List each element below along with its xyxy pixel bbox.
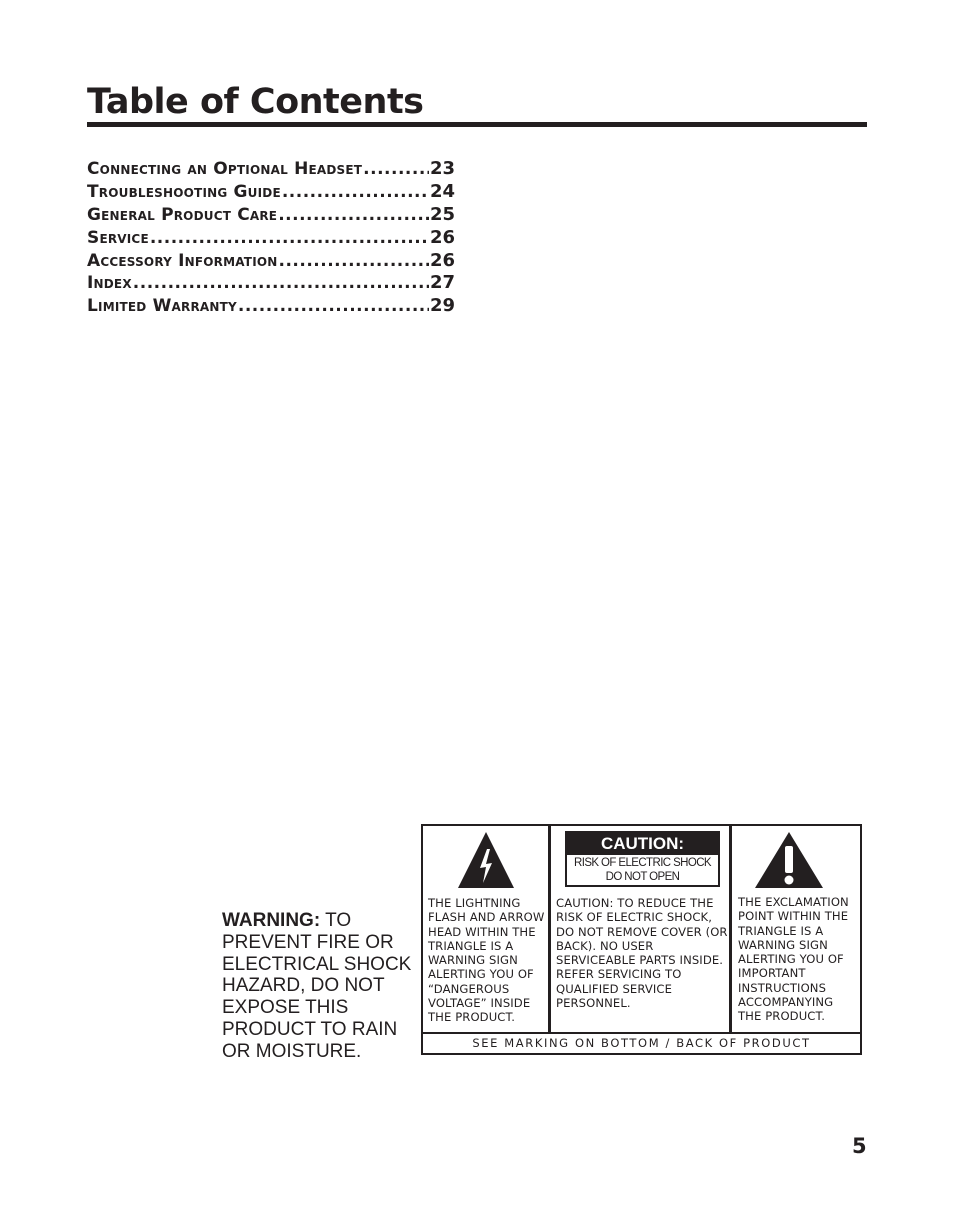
warning-notice [222, 910, 414, 1063]
page-title: Table of Contents [87, 82, 424, 122]
toc-leader-dots [238, 295, 429, 318]
toc-entry-label: Service [87, 227, 149, 248]
toc-leader-dots [278, 204, 429, 227]
toc-entry-index[interactable] [87, 272, 455, 295]
toc-entry-headset[interactable] [87, 158, 455, 181]
toc-entry-page: 24 [429, 180, 455, 202]
caution-label-box [421, 824, 862, 1055]
toc-leader-dots [150, 227, 429, 250]
toc-leader-dots [133, 272, 429, 295]
lightning-explanation: THE LIGHTNING FLASH AND ARROW HEAD WITHIN THE TRIANGLE IS A WARNING SIGN ALERTING YOU OF “DANGEROUS VOLTAGE” INSIDE THE PRODUCT. [428, 896, 545, 1025]
caution-left-panel [423, 826, 551, 1032]
title-rule [87, 122, 867, 127]
toc-entry-page: 26 [429, 226, 455, 248]
warning-text: TO PREVENT FIRE OR ELECTRICAL SHOCK HAZARD, DO NOT EXPOSE THIS PRODUCT TO RAIN OR MOISTURE. [222, 910, 412, 1062]
toc-leader-dots [363, 158, 429, 181]
caution-sub-line-2: DO NOT OPEN [605, 871, 680, 883]
table-of-contents [87, 158, 455, 318]
caution-sub-line-1: RISK OF ELECTRIC SHOCK [574, 857, 711, 869]
toc-entry-troubleshooting[interactable] [87, 181, 455, 204]
toc-entry-warranty[interactable] [87, 295, 455, 318]
caution-right-panel [732, 826, 860, 1032]
toc-entry-accessory[interactable] [87, 250, 455, 273]
exclamation-warning-icon [753, 830, 825, 890]
toc-entry-page: 27 [429, 272, 455, 294]
toc-entry-label: Troubleshooting Guide [87, 181, 281, 202]
toc-entry-label: Index [87, 273, 132, 294]
caution-heading: CAUTION: [567, 833, 718, 855]
toc-leader-dots [279, 250, 429, 273]
toc-entry-page: 26 [429, 249, 455, 271]
marking-location-note: SEE MARKING ON BOTTOM / BACK OF PRODUCT [423, 1032, 860, 1053]
toc-entry-page: 25 [429, 203, 455, 225]
toc-entry-product-care[interactable] [87, 204, 455, 227]
toc-entry-label: General Product Care [87, 204, 278, 225]
page-number: 5 [852, 1134, 867, 1158]
caution-explanation: CAUTION: TO REDUCE THE RISK OF ELECTRIC SHOCK, DO NOT REMOVE COVER (OR BACK). NO USER SERVICEABLE PARTS INSIDE. REFER SERVICING TO QUALIFIED SERVICE PERSONNEL. [556, 896, 728, 1011]
toc-entry-page: 29 [429, 295, 455, 317]
toc-entry-label: Connecting an Optional Headset [87, 159, 363, 179]
toc-entry-label: Limited Warranty [87, 296, 237, 317]
exclamation-explanation: THE EXCLAMATION POINT WITHIN THE TRIANGLE IS A WARNING SIGN ALERTING YOU OF IMPORTANT INSTRUCTIONS ACCOMPANYING THE PRODUCT. [738, 895, 849, 1024]
toc-entry-label: Accessory Information [87, 250, 278, 271]
caution-middle-panel [551, 826, 732, 1032]
caution-badge [565, 831, 720, 887]
toc-leader-dots [282, 181, 429, 204]
toc-entry-page: 23 [429, 158, 455, 179]
warning-lead: WARNING: [222, 910, 321, 931]
caution-subtext [567, 855, 718, 885]
lightning-warning-icon [456, 830, 516, 890]
toc-entry-service[interactable] [87, 227, 455, 250]
